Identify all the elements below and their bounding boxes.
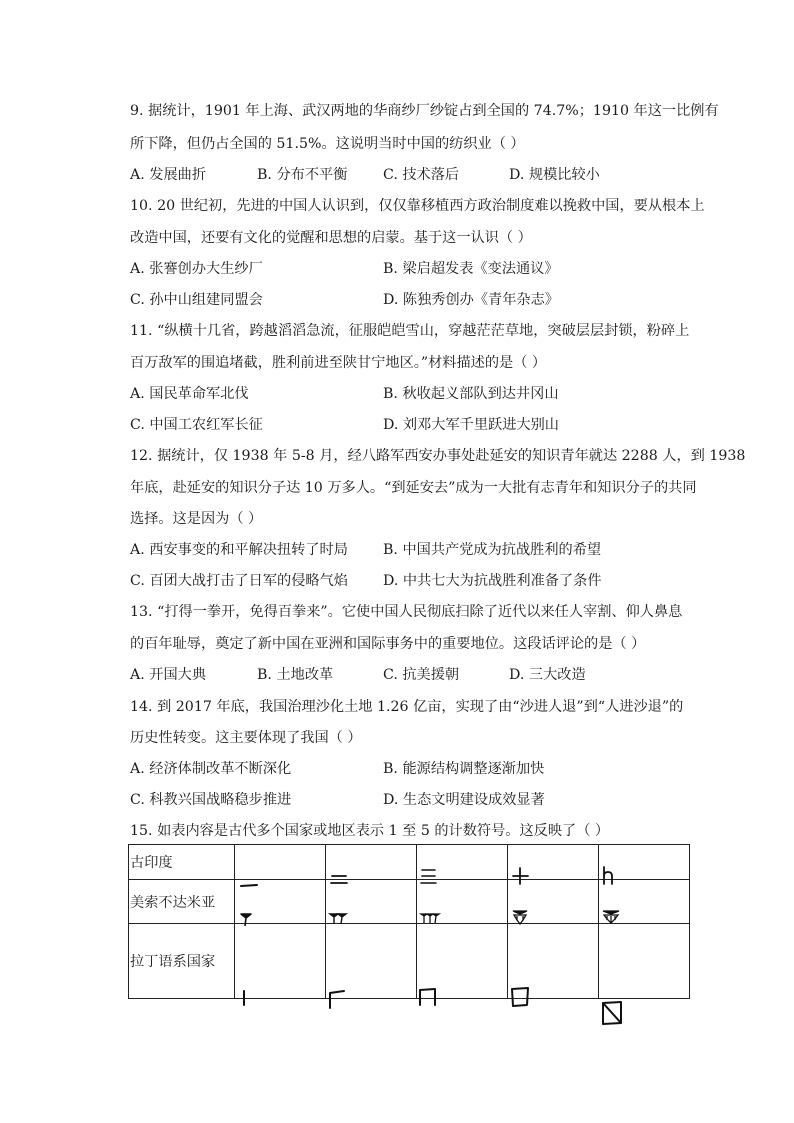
india-numeral-3: [417, 845, 508, 880]
q13-option-c: C. 抗美援朝: [383, 667, 460, 683]
q10-line-2: 改造中国，还要有文化的觉醒和思想的启蒙。基于这一认识（ ）: [130, 230, 532, 246]
q12-option-b: B. 中国共产党成为抗战胜利的希望: [383, 542, 602, 558]
q11-option-c: C. 中国工农红军长征: [130, 417, 263, 433]
q9-option-b: B. 分布不平衡: [257, 167, 348, 183]
q9-option-c: C. 技术落后: [383, 167, 460, 183]
q12-option-d: D. 中共七大为抗战胜利准备了条件: [383, 573, 602, 589]
table-row: [129, 924, 690, 999]
row-label-mesopotamia: 美索不达米亚: [129, 880, 235, 924]
q14-option-a: A. 经济体制改革不断深化: [130, 761, 292, 777]
cuneiform-numeral-3: [417, 880, 508, 924]
cuneiform-numeral-2: [326, 880, 417, 924]
q10-option-a: A. 张謇创办大生纱厂: [130, 261, 263, 277]
q11-line-1: 11. “纵横十几省，跨越滔滔急流，征服皑皑雪山，穿越茫茫草地，突破层层封锁，粉碎上: [130, 323, 690, 339]
q14-line-1: 14. 到 2017 年底，我国治理沙化土地 1.26 亿亩，实现了由“沙进人退”到“人进沙退”的: [130, 699, 684, 715]
row-label-india: 古印度: [129, 845, 235, 880]
q13-option-b: B. 土地改革: [257, 667, 334, 683]
q11-option-d: D. 刘邓大军千里跃进大别山: [383, 417, 559, 433]
cuneiform-numeral-5: [599, 880, 690, 924]
row-label-latin: 拉丁语系国家: [129, 924, 235, 999]
q14-line-2: 历史性转变。这主要体现了我国（ ）: [130, 730, 362, 746]
q9-line-1: 9. 据统计，1901 年上海、武汉两地的华商纱厂纱锭占到全国的 74.7%；1910 年这一比例有: [130, 103, 719, 119]
q12-line-3: 选择。这是因为（ ）: [130, 511, 263, 527]
india-numeral-1: [235, 845, 326, 880]
q12-line-2: 年底，赴延安的知识分子达 10 万多人。“到延安去”成为一大批有志青年和知识分子的共同: [130, 480, 697, 496]
latin-numeral-2: [326, 924, 417, 999]
q9-option-d: D. 规模比较小: [509, 167, 600, 183]
q13-option-d: D. 三大改造: [509, 667, 586, 683]
q11-option-a: A. 国民革命军北伐: [130, 386, 249, 402]
table-row: [129, 880, 690, 924]
q10-line-1: 10. 20 世纪初，先进的中国人认识到，仅仅靠移植西方政治制度难以挽救中国，要从根本上: [130, 198, 705, 214]
latin-numeral-5: [599, 924, 690, 999]
cuneiform-numeral-4: [508, 880, 599, 924]
latin-numeral-4: [508, 924, 599, 999]
q11-option-b: B. 秋收起义部队到达井冈山: [383, 386, 559, 402]
india-numeral-4: [508, 845, 599, 880]
q12-option-c: C. 百团大战打击了日军的侵略气焰: [130, 573, 348, 589]
q14-option-b: B. 能源结构调整逐渐加快: [383, 761, 545, 777]
q12-line-1: 12. 据统计，仅 1938 年 5-8 月，经八路军西安办事处赴延安的知识青年就达 2288 人，到 1938: [130, 448, 746, 464]
india-numeral-2: [326, 845, 417, 880]
q15-line-1: 15. 如表内容是古代多个国家或地区表示 1 至 5 的计数符号。这反映了（ ）: [130, 823, 610, 839]
q14-option-c: C. 科教兴国战略稳步推进: [130, 792, 292, 808]
q10-option-b: B. 梁启超发表《变法通议》: [383, 261, 559, 277]
india-numeral-5: [599, 845, 690, 880]
q13-line-1: 13. “打得一拳开，免得百拳来”。它使中国人民彻底扫除了近代以来任人宰割、仰人鼻息: [130, 604, 683, 620]
q12-option-a: A. 西安事变的和平解决扭转了时局: [130, 542, 348, 558]
q11-line-2: 百万敌军的围追堵截，胜利前进至陕甘宁地区。”材料描述的是（ ）: [130, 355, 547, 371]
q9-line-2: 所下降，但仍占全国的 51.5%。这说明当时中国的纺织业（ ）: [130, 136, 525, 152]
numeral-table: [128, 844, 690, 999]
q13-line-2: 的百年耻辱，奠定了新中国在亚洲和国际事务中的重要地位。这段话评论的是（ ）: [130, 636, 646, 652]
latin-numeral-1: [235, 924, 326, 999]
q14-option-d: D. 生态文明建设成效显著: [383, 792, 545, 808]
table-row: [129, 845, 690, 880]
q10-option-d: D. 陈独秀创办《青年杂志》: [383, 292, 559, 308]
q10-option-c: C. 孙中山组建同盟会: [130, 292, 263, 308]
q13-option-a: A. 开国大典: [130, 667, 207, 683]
q9-option-a: A. 发展曲折: [130, 167, 207, 183]
cuneiform-numeral-1: [235, 880, 326, 924]
latin-numeral-3: [417, 924, 508, 999]
